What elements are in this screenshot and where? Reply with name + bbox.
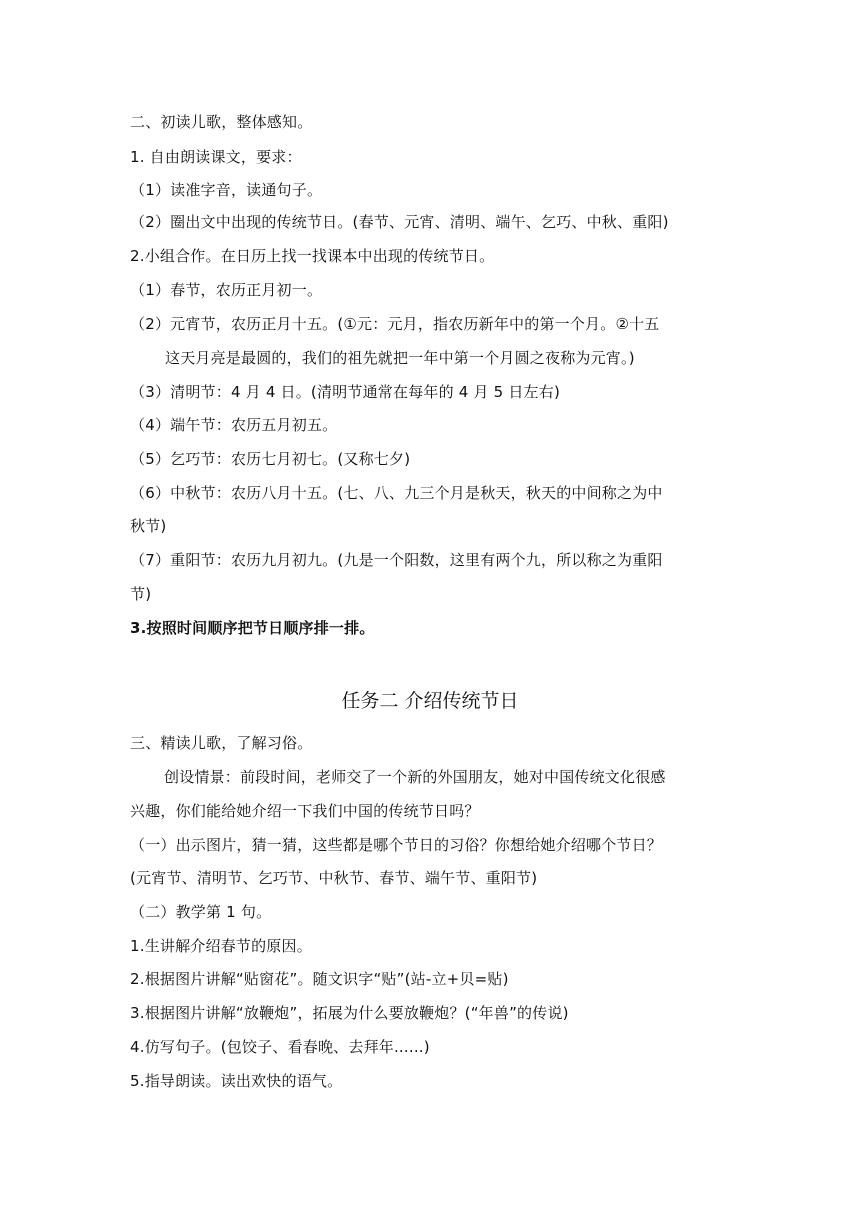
festival-item-continued: 秋节) xyxy=(130,517,167,535)
part-1-answer: (元宵节、清明节、乞巧节、中秋节、春节、端午节、重阳节) xyxy=(130,869,538,887)
festival-item-continued: 节) xyxy=(130,585,152,603)
section-title: 二、初读儿歌，整体感知。 xyxy=(130,113,313,131)
teaching-step: 1.生讲解介绍春节的原因。 xyxy=(130,937,312,955)
teaching-step: 5.指导朗读。读出欢快的语气。 xyxy=(130,1072,343,1090)
festival-item: （7）重阳节：农历九月初九。(九是一个阳数，这里有两个九，所以称之为重阳 xyxy=(130,551,663,569)
festival-item: （2）元宵节，农历正月十五。(①元：元月，指农历新年中的第一个月。②十五 xyxy=(130,315,660,333)
festival-item: （6）中秋节：农历八月十五。(七、八、九三个月是秋天，秋天的中间称之为中 xyxy=(130,484,663,502)
scenario-text: 创设情景：前段时间，老师交了一个新的外国朋友，她对中国传统文化很感 xyxy=(164,768,666,786)
scenario-text-continued: 兴趣，你们能给她介绍一下我们中国的传统节日吗？ xyxy=(130,802,480,820)
step-1: 1. 自由朗读课文，要求： xyxy=(130,148,302,166)
festival-item-continued: 这天月亮是最圆的，我们的祖先就把一年中第一个月圆之夜称为元宵。) xyxy=(165,349,635,367)
festival-item: （3）清明节：4 月 4 日。(清明节通常在每年的 4 月 5 日左右) xyxy=(130,383,561,401)
requirement-1: （1）读准字音，读通句子。 xyxy=(130,181,323,199)
part-2: （二）教学第 1 句。 xyxy=(130,903,272,921)
teaching-step: 4.仿写句子。(包饺子、看春晚、去拜年......) xyxy=(130,1038,430,1056)
part-1: （一）出示图片，猜一猜，这些都是哪个节日的习俗？你想给她介绍哪个节日？ xyxy=(130,836,663,854)
requirement-2: （2）圈出文中出现的传统节日。(春节、元宵、清明、端午、乞巧、中秋、重阳) xyxy=(130,213,669,231)
section-title: 三、精读儿歌，了解习俗。 xyxy=(130,734,313,752)
task-heading: 任务二 介绍传统节日 xyxy=(341,690,519,712)
step-2: 2.小组合作。在日历上找一找课本中出现的传统节日。 xyxy=(130,247,495,265)
step-3: 3.按照时间顺序把节日顺序排一排。 xyxy=(130,619,375,637)
festival-item: （4）端午节：农历五月初五。 xyxy=(130,416,338,434)
festival-item: （1）春节，农历正月初一。 xyxy=(130,281,323,299)
festival-item: （5）乞巧节：农历七月初七。(又称七夕) xyxy=(130,450,411,468)
teaching-step: 2.根据图片讲解“贴窗花”。随文识字“贴”(站-立+贝=贴) xyxy=(130,970,509,988)
teaching-step: 3.根据图片讲解“放鞭炮”，拓展为什么要放鞭炮？(“年兽”的传说) xyxy=(130,1004,569,1022)
